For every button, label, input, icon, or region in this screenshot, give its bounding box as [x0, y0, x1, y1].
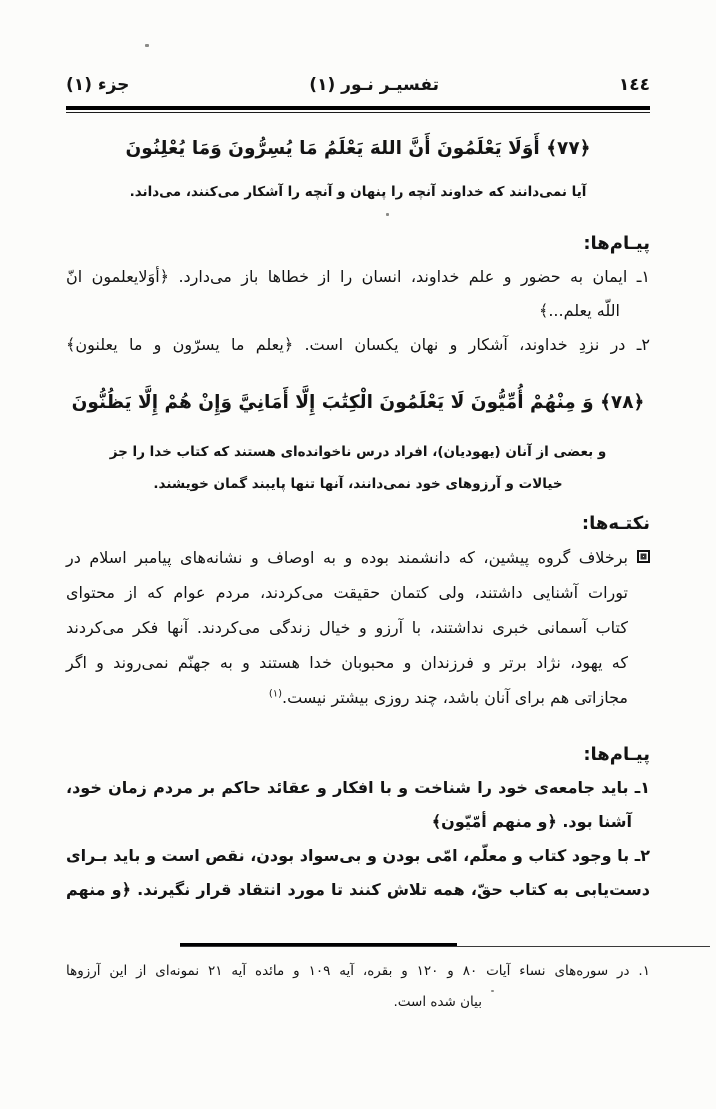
page-content: [66, 0, 650, 1018]
juz-label: جزء (١): [66, 75, 130, 95]
verse-78-arabic: ﴿٧٨﴾ وَ مِنْهُمْ أُمِّيُّونَ لَا يَعْلَمُونَ الْكِتَٰبَ إِلَّا أَمَانِيَّ وَإِنْ هُمْ إِلَّا يَظُنُّونَ: [71, 392, 645, 413]
note-line: تورات آشنايی داشتند، ولی كتمان حقيقت می‌كردند، مردم عوام كه از محتوای: [66, 583, 628, 602]
note-text: برخلاف گروه پيشين، كه دانشمند بوده و به اوصاف و نشانه‌های پيامبر اسلام در: [66, 548, 628, 567]
scan-speck: [145, 44, 149, 47]
verse-77-translation: آيا نمی‌دانند كه خداوند آنچه را پنهان و آنچه را آشكار می‌كنند، می‌داند.: [129, 184, 587, 200]
translation-line: خيالات و آرزوهای خود نمی‌دانند، آنها تنها پايبند گمان خويشند.: [153, 476, 563, 492]
scan-speck: [491, 990, 494, 992]
message-line: ١ـ ايمان به حضور و علم خداوند، انسان را از خطاها باز می‌دارد. ﴿أوَلايعلمون انّ: [66, 267, 650, 286]
note-line: [66, 680, 628, 715]
square-bullet-icon: [637, 550, 650, 563]
note-line: كه يهود، نژاد برتر و فرزندان و محبوبان خدا هستند و به جهنّم نمی‌روند و اگر: [66, 653, 628, 672]
message-line: ٢ـ با وجود كتاب و معلّم، امّی بودن و بی‌سواد بودن، نقص است و بايد بـرای: [66, 846, 650, 865]
message-line: آشنا بود. ﴿و منهم أمّيّون﴾: [431, 812, 632, 831]
messages-heading-2: پيـام‌ها:: [583, 744, 650, 765]
message-line: ٢ـ در نزدِ خداوند، آشكار و نهان يكسان است. ﴿يعلم ما يسرّون و ما يعلنون﴾: [66, 335, 650, 354]
note-line: [66, 540, 650, 575]
verse-77-arabic: ﴿٧٧﴾ أَوَلَا يَعْلَمُونَ أَنَّ اللهَ يَعْلَمُ مَا يُسِرُّونَ وَمَا يُعْلِنُونَ: [125, 138, 591, 159]
message-line: دست‌يابی به كتاب حقّ، همه تلاش كنند تا مورد انتقاد قرار نگيرند. ﴿و منهم: [66, 880, 650, 899]
page-number: ١٤٤: [618, 75, 650, 95]
message-line: ١ـ بايد جامعه‌ی خود را شناخت و با افكار و عقائد حاكم بر مردم زمان خود،: [66, 778, 650, 797]
footnote-line: ١. در سوره‌های نساء آيات ٨٠ و ١٢٠ و بقره، آيه ١٠٩ و مائده آيه ٢١ نمونه‌ای از اين آرزوها: [66, 963, 650, 979]
notes-heading: نكتـه‌ها:: [581, 513, 650, 534]
messages-heading-1: پيـام‌ها:: [583, 233, 650, 254]
message-line: اللّه يعلم...﴾: [538, 301, 620, 320]
header-rule: [66, 106, 650, 113]
footnote-rule: [66, 943, 650, 948]
book-title: تفسيـر نـور (١): [309, 75, 439, 95]
running-header: [66, 72, 650, 98]
footnote-rule-thin: [180, 946, 710, 947]
notes-paragraph: [66, 540, 650, 715]
scan-speck: [386, 213, 389, 216]
note-line: كتاب آسمانی خبری نداشتند، با آرزو و خيال زندگی می‌كردند. آنها فكر می‌كردند: [66, 618, 628, 637]
footnote-reference: (١): [268, 688, 283, 700]
footnote: [66, 956, 650, 1018]
translation-line: و بعضى از آنان (يهوديان)، افراد درس ناخوانده‌ای هستند كه كتاب خدا را جز: [109, 444, 607, 460]
verse-78-translation: [66, 436, 650, 500]
footnote-line: بيان شده است.: [393, 994, 482, 1010]
note-text: مجازاتی هم برای آنان باشد، چند روزی بيشتر نيست.: [282, 688, 628, 707]
